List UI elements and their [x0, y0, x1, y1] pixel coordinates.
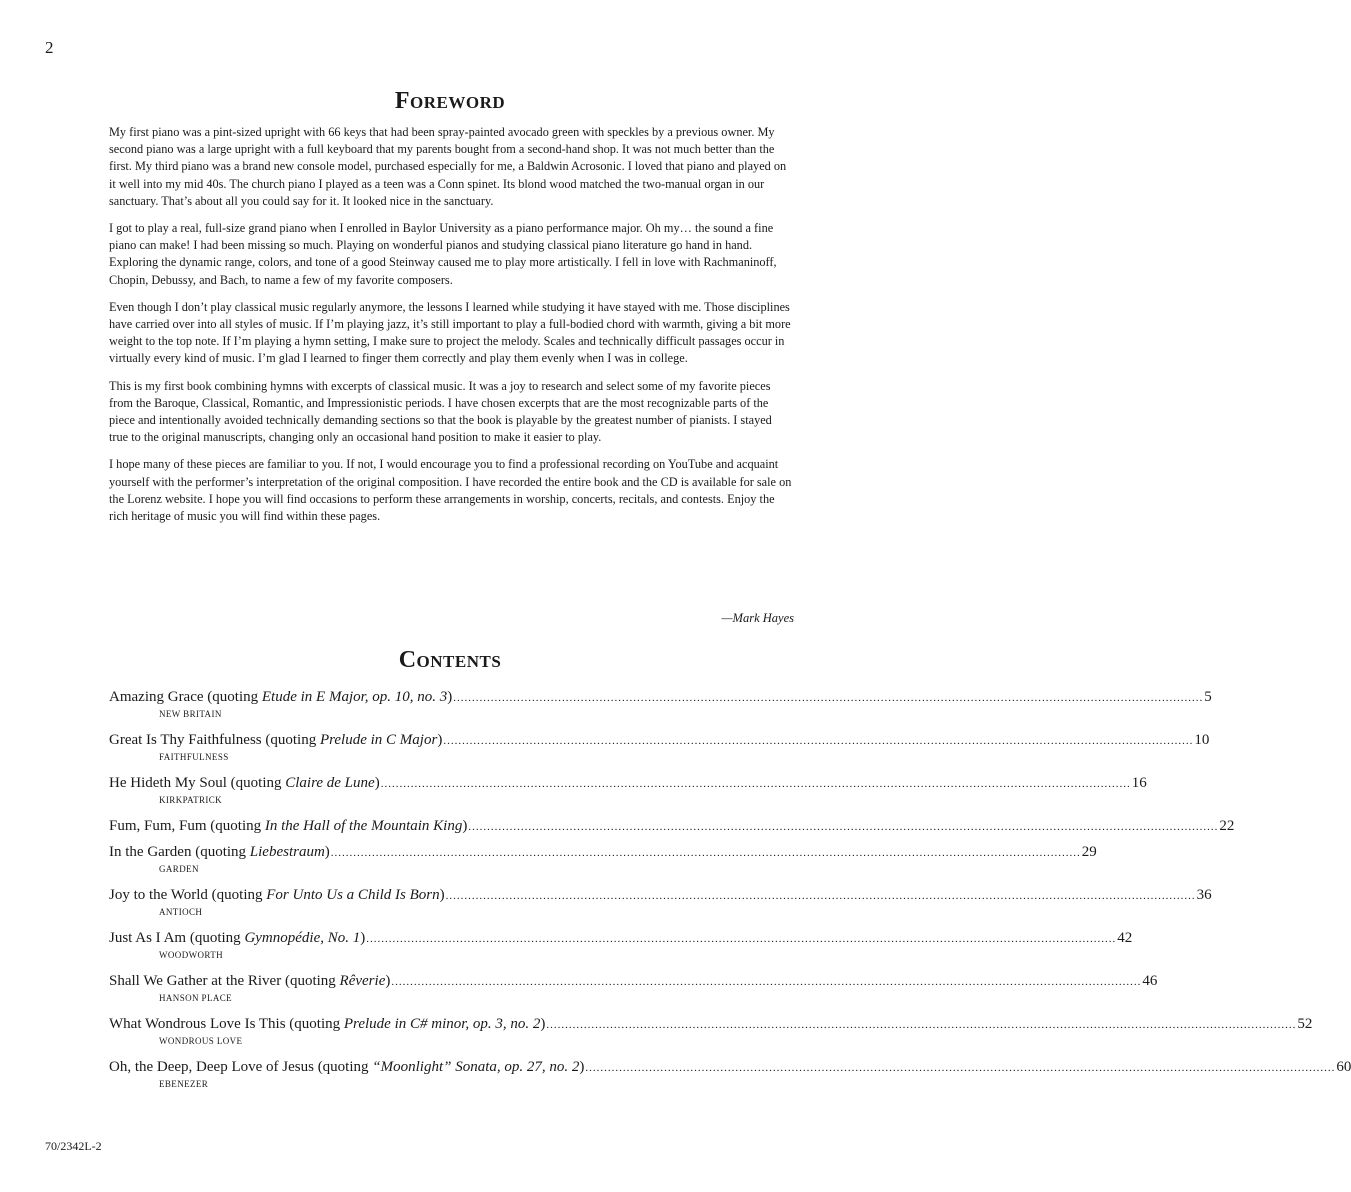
toc-close: )	[324, 844, 330, 860]
foreword-paragraph: This is my first book combining hymns with excerpts of classical music. It was a joy to research and select some of my favorite pieces from the Baroque, Classical, Romantic, and Impressionistic periods. I have chosen excerpts that are the most recognizable parts of the piece and intentionally avoided technically demanding sections so that the book is playable by the greatest number of pianists. I stayed true to the original manuscripts, changing only an occasional hand position to make it easier to play.	[109, 378, 772, 445]
foreword-paragraph: I hope many of these pieces are familiar to you. If not, I would encourage you to find a professional recording on YouTube and acquaint yourself with the performer’s interpretation of the original composition. I have recorded the entire book and the CD is available for sale on the Lorenz website. I hope you will find occasions to perform these arrangements in worship, concerts, recitals, and contests. Enjoy the rich heritage of music you will find within these pages.	[109, 457, 792, 524]
toc-title: Great Is Thy Faithfulness (quoting	[109, 732, 320, 748]
toc-work: Rêverie	[339, 973, 386, 989]
toc-close: )	[462, 818, 468, 834]
toc-work: Gymnopédie, No. 1	[244, 930, 361, 946]
toc-leader: ........................................................................................................................................................................................................	[380, 778, 1131, 790]
toc-title: Fum, Fum, Fum (quoting	[109, 818, 265, 834]
toc-leader: ........................................................................................................................................................................................................	[330, 847, 1081, 859]
toc-work: Claire de Lune	[285, 775, 375, 791]
toc-tune-name: EBENEZER	[159, 1079, 209, 1089]
toc-tune-name: WONDROUS LOVE	[159, 1036, 243, 1046]
toc-tune-name: NEW BRITAIN	[159, 709, 222, 719]
toc-title: Shall We Gather at the River (quoting	[109, 973, 340, 989]
contents-heading: Contents	[398, 647, 502, 673]
toc-tune-name: FAITHFULNESS	[159, 752, 229, 762]
toc-title: Just As I Am (quoting	[109, 930, 245, 946]
toc-entry	[109, 843, 1097, 875]
toc-page-number: 60	[1336, 1059, 1351, 1075]
toc-tune-name: ANTIOCH	[159, 907, 203, 917]
toc-leader: ........................................................................................................................................................................................................	[468, 821, 1219, 833]
toc-close: )	[385, 973, 391, 989]
toc-page-number: 42	[1117, 930, 1133, 946]
toc-leader: ........................................................................................................................................................................................................	[391, 976, 1142, 988]
toc-entry	[109, 688, 1212, 720]
toc-close: )	[374, 775, 380, 791]
toc-close: )	[579, 1059, 585, 1075]
toc-leader: ........................................................................................................................................................................................................	[585, 1062, 1336, 1074]
toc-page-number: 16	[1131, 775, 1147, 791]
toc-title: In the Garden (quoting	[109, 844, 250, 860]
toc-tune-name: GARDEN	[159, 864, 199, 874]
toc-title: Oh, the Deep, Deep Love of Jesus (quoting	[109, 1059, 373, 1075]
toc-leader: ........................................................................................................................................................................................................	[366, 933, 1117, 945]
toc-leader: ........................................................................................................................................................................................................	[443, 735, 1194, 747]
toc-entry	[109, 817, 1235, 837]
toc-leader: ........................................................................................................................................................................................................	[445, 890, 1196, 902]
toc-page-number: 52	[1297, 1016, 1313, 1032]
toc-entry	[109, 731, 1210, 763]
toc-tune-name: WOODWORTH	[159, 950, 224, 960]
toc-page-number: 29	[1081, 844, 1097, 860]
toc-close: )	[360, 930, 366, 946]
toc-close: )	[437, 732, 443, 748]
toc-leader: ........................................................................................................................................................................................................	[453, 692, 1204, 704]
toc-title: Joy to the World (quoting	[109, 887, 267, 903]
toc-page-number: 46	[1142, 973, 1158, 989]
toc-page-number: 36	[1196, 887, 1212, 903]
toc-entry	[109, 774, 1147, 806]
catalog-number: 70/2342L-2	[45, 1139, 102, 1153]
toc-page-number: 22	[1219, 818, 1235, 834]
toc-title: What Wondrous Love Is This (quoting	[109, 1016, 344, 1032]
foreword-paragraph: I got to play a real, full-size grand piano when I enrolled in Baylor University as a piano performance major. Oh my… the sound a fine piano can make! I had been missing so much. Playing on wonderful pianos and studying classical piano literature go hand in hand. Exploring the dynamic range, colors, and tone of a good Steinway caused me to play more artistically. I fell in love with Rachmaninoff, Chopin, Debussy, and Bach, to name a few of my favorite composers.	[109, 221, 777, 287]
toc-page-number: 5	[1204, 689, 1212, 705]
table-of-contents	[109, 688, 1351, 1090]
toc-work: Etude in E Major, op. 10, no. 3	[261, 689, 448, 705]
toc-close: )	[439, 887, 445, 903]
toc-close: )	[540, 1016, 546, 1032]
toc-work: Prelude in C Major	[319, 732, 438, 748]
toc-entry	[109, 886, 1212, 918]
foreword-heading: Foreword	[394, 88, 506, 114]
toc-tune-name: KIRKPATRICK	[159, 795, 223, 805]
page-number: 2	[45, 38, 54, 57]
toc-leader: ........................................................................................................................................................................................................	[546, 1019, 1297, 1031]
toc-tune-name: HANSON PLACE	[159, 993, 233, 1003]
foreword-paragraph: My first piano was a pint-sized upright with 66 keys that had been spray-painted avocado green with speckles by a previous owner. My second piano was a large upright with a full keyboard that my parents bought from a second-hand shop. It was not much better than the first. My third piano was a brand new console model, purchased especially for me, a Baldwin Acrosonic. I loved that piano and played on it well into my mid 40s. The church piano I played as a teen was a Conn spinet. Its blond wood matched the two-manual organ in our sanctuary. That’s about all you could say for it. It looked nice in the sanctuary.	[109, 125, 787, 208]
toc-page-number: 10	[1194, 732, 1210, 748]
toc-close: )	[447, 689, 453, 705]
foreword-body	[109, 124, 794, 535]
toc-title: He Hideth My Soul (quoting	[109, 775, 286, 791]
toc-work: “Moonlight” Sonata, op. 27, no. 2	[372, 1059, 580, 1075]
toc-work: In the Hall of the Mountain King	[264, 818, 463, 834]
toc-title: Amazing Grace (quoting	[109, 689, 262, 705]
toc-entry	[109, 972, 1158, 1004]
foreword-signature: —Mark Hayes	[721, 611, 794, 625]
toc-work: Liebestraum	[249, 844, 325, 860]
toc-entry	[109, 1058, 1351, 1090]
toc-work: Prelude in C# minor, op. 3, no. 2	[343, 1016, 541, 1032]
foreword-paragraph: Even though I don’t play classical music regularly anymore, the lessons I learned while studying it have stayed with me. Those disciplines have carried over into all styles of music. If I’m playing jazz, it’s still important to play a full-bodied chord with warmth, giving a bit more weight to the top note. If I’m playing a hymn setting, I make sure to project the melody. Scales and technically difficult passages occur in virtually every kind of music. I’m glad I learned to finger them correctly and play them evenly when I was in college.	[109, 299, 791, 366]
toc-work: For Unto Us a Child Is Born	[266, 887, 440, 903]
toc-entry	[109, 929, 1133, 961]
toc-entry	[109, 1015, 1313, 1047]
